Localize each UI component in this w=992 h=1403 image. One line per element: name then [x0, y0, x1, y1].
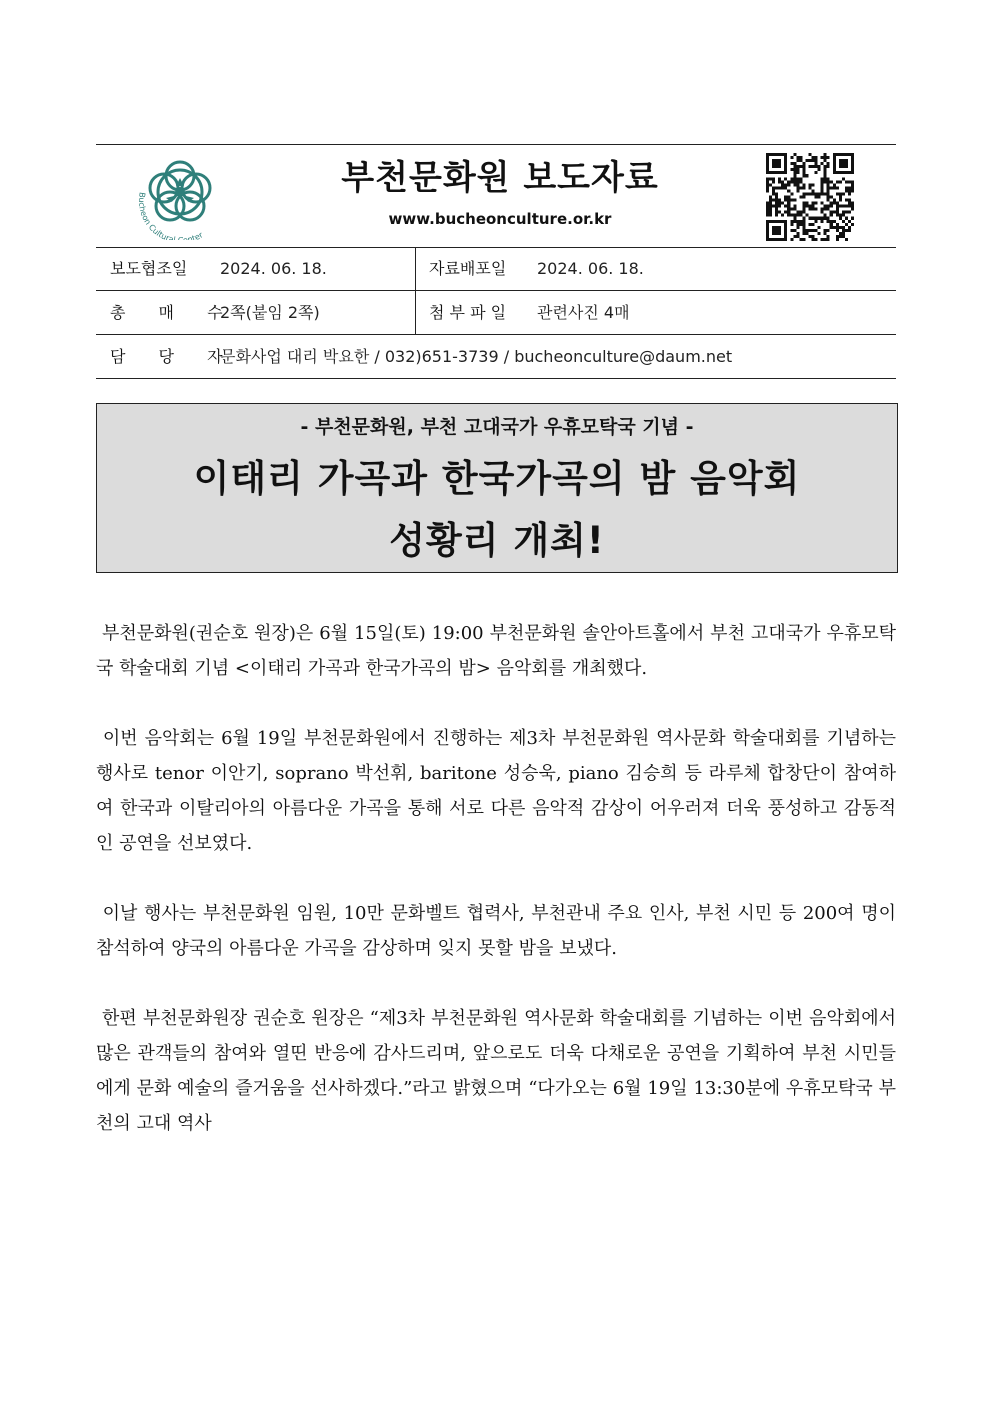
page-count-value: 2쪽(붙임 2쪽) — [220, 303, 320, 322]
column-divider — [415, 247, 416, 290]
contact-value: 문화사업 대리 박요한 / 032)651-3739 / bucheonculture@daum.net — [220, 347, 733, 366]
info-row-pages — [96, 291, 896, 335]
header-top-rule — [96, 144, 896, 145]
paragraph-1: 부천문화원(권순호 원장)은 6월 15일(토) 19:00 부천문화원 솔안아트홀에서 부천 고대국가 우휴모탁국 학술대회 기념 <이태리 가곡과 한국가곡의 밤> 음악회를 개최했다. — [96, 623, 896, 679]
qr-code-icon — [766, 153, 854, 241]
attachment-value: 관련사진 4매 — [537, 303, 630, 322]
headline-subtitle: - 부천문화원, 부천 고대국가 우휴모탁국 기념 - — [300, 416, 694, 438]
info-row-contact — [96, 335, 896, 379]
paragraph-4: 한편 부천문화원장 권순호 원장은 “제3차 부천문화원 역사문화 학술대회를 기념하는 이번 음악회에서 많은 관객들의 참여와 열띤 반응에 감사드리며, 앞으로도 더욱 다채로운 공연을 기획하여 부천 시민들에게 문화 예술의 즐거움을 선사하겠다.”라고 밝혔으며 “다가오는 6월 19일 13:30분에 우휴모탁국 부천의 고대 역사 — [96, 1008, 896, 1134]
release-date-value: 2024. 06. 18. — [220, 259, 327, 278]
logo-text: Bucheon Cultural nter — [136, 191, 205, 240]
article-body — [96, 616, 896, 1176]
page-count-label: 총 매 수 — [110, 303, 237, 322]
info-table — [96, 247, 896, 379]
info-row-dates — [96, 247, 896, 291]
paragraph-3: 이날 행사는 부천문화원 임원, 10만 문화벨트 협력사, 부천관내 주요 인사, 부천 시민 등 200여 명이 참석하여 양국의 아름다운 가곡을 감상하며 잊지 못할 밤을 보냈다. — [96, 903, 896, 959]
website-url: www.bucheonculture.or.kr — [388, 210, 612, 228]
distribution-date-label: 자료배포일 — [429, 259, 507, 278]
paragraph-2: 이번 음악회는 6월 19일 부천문화원에서 진행하는 제3차 부천문화원 역사문화 학술대회를 기념하는 행사로 tenor 이안기, soprano 박선휘, baritone 성승욱, piano 김승희 등 라루체 합창단이 참여하여 한국과 이탈리아의 아름다운 가곡을 통해 서로 다른 음악적 감상이 어우러져 더욱 풍성하고 감동적인 공연을 선보였다. — [96, 728, 896, 854]
release-date-label: 보도협조일 — [110, 259, 188, 278]
contact-label: 담 당 자 — [110, 347, 237, 366]
headline-title-line1: 이태리 가곡과 한국가곡의 밤 음악회 — [193, 457, 801, 500]
headline-title-line2: 성황리 개최! — [389, 519, 605, 562]
headline-box — [96, 403, 898, 573]
distribution-date-value: 2024. 06. 18. — [537, 259, 644, 278]
page-title: 부천문화원 보도자료 — [341, 158, 659, 198]
column-divider — [415, 291, 416, 334]
attachment-label: 첨 부 파 일 — [429, 303, 507, 322]
bucheon-logo-icon — [130, 152, 230, 240]
